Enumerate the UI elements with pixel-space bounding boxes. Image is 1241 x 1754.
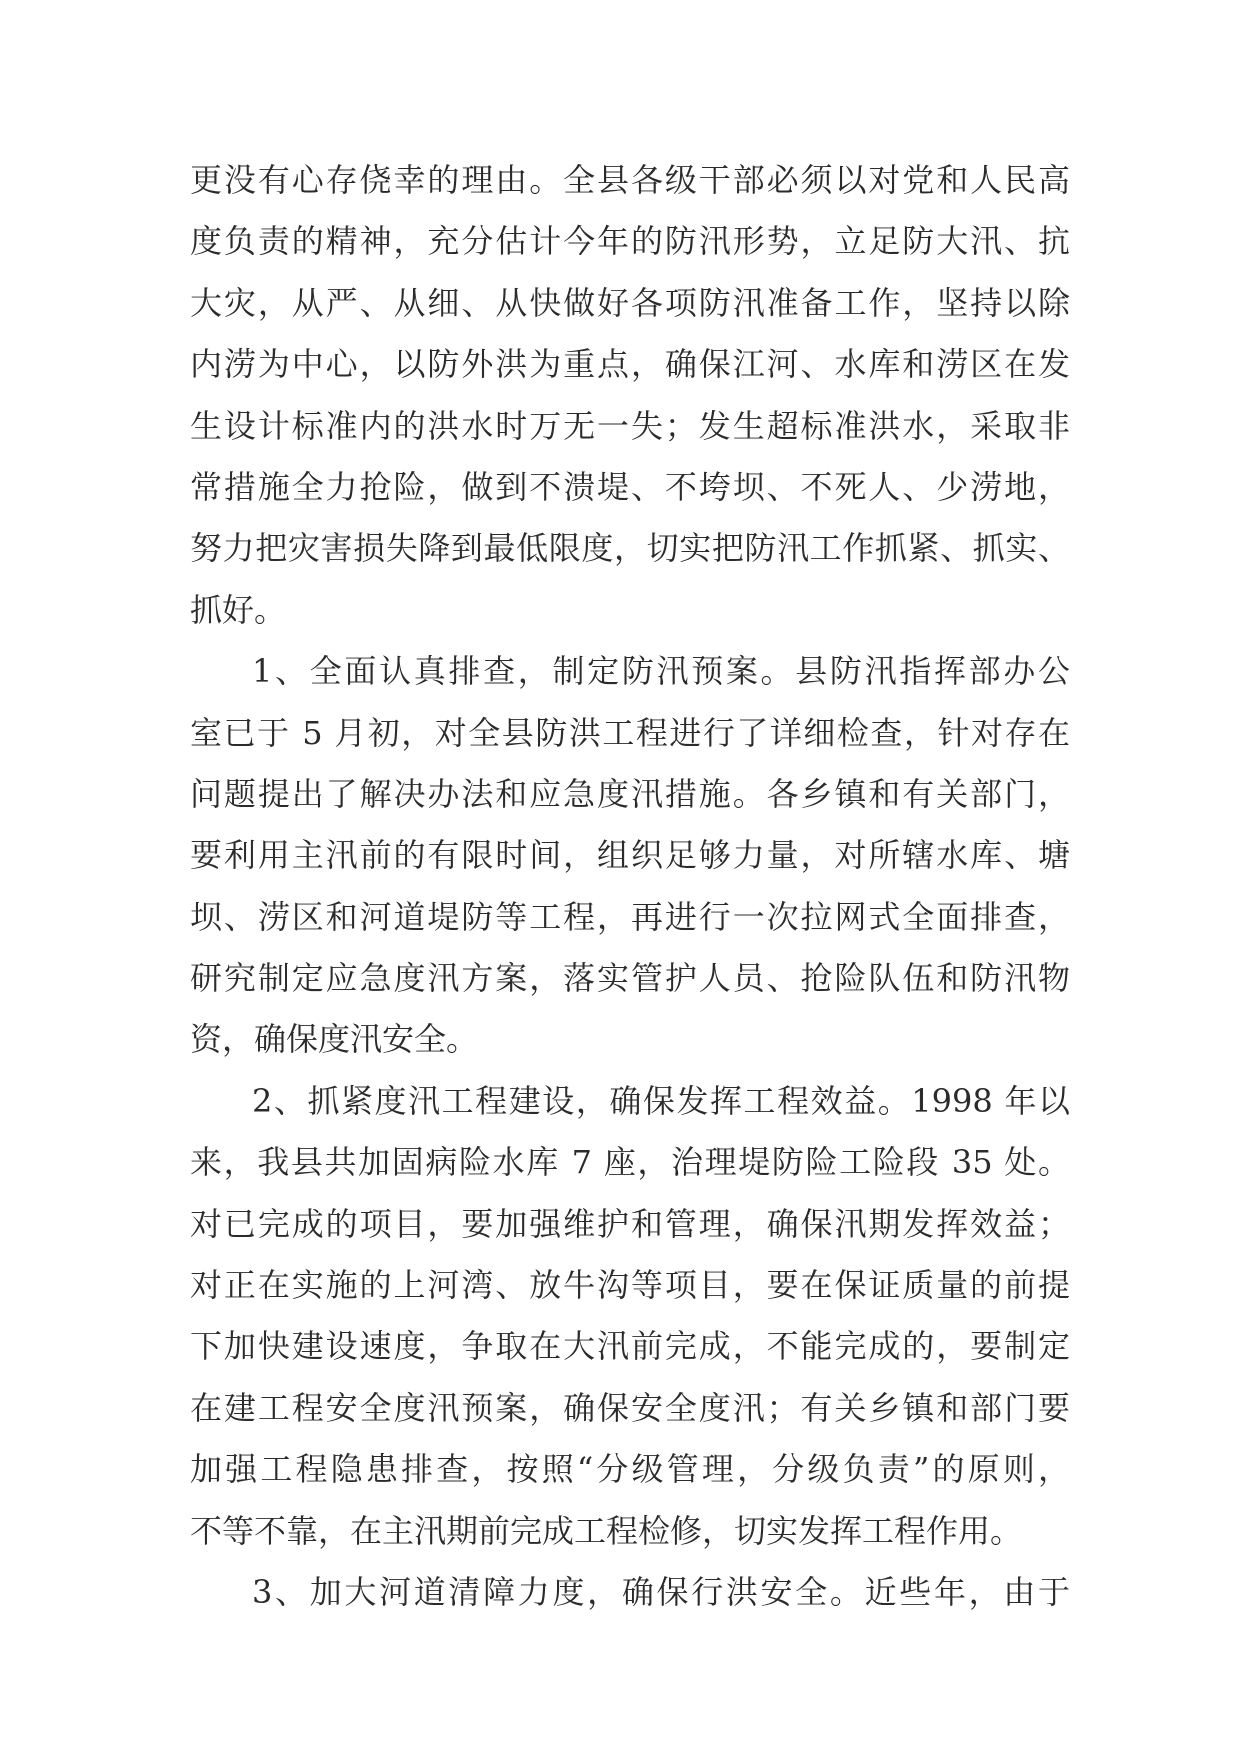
- text-line: 对已完成的项目，要加强维护和管理，确保汛期发挥效益；: [190, 1204, 1070, 1243]
- paragraph: [190, 1562, 1070, 1623]
- text-line: 对正在实施的上河湾、放牛沟等项目，要在保证质量的前提: [190, 1266, 1070, 1305]
- text-line: 更没有心存侥幸的理由。全县各级干部必须以对党和人民高: [190, 161, 1070, 199]
- text-line: 问题提出了解决办法和应急度汛措施。各乡镇和有关部门，: [190, 774, 1070, 813]
- text-line: 抓好。: [190, 590, 287, 629]
- text-line: 在建工程安全度汛预案，确保安全度汛；有关乡镇和部门要: [190, 1388, 1070, 1427]
- text-line: 生设计标准内的洪水时万无一失；发生超标准洪水，采取非: [190, 406, 1070, 445]
- text-line: 下加快建设速度，争取在大汛前完成，不能完成的，要制定: [190, 1327, 1070, 1366]
- text-line: 1、全面认真排查，制定防汛预案。县防汛指挥部办公: [252, 652, 1070, 691]
- text-line: 2、抓紧度汛工程建设，确保发挥工程效益。1998 年以: [252, 1081, 1070, 1120]
- document-body: [190, 150, 1070, 1623]
- text-line: 努力把灾害损失降到最低限度，切实把防汛工作抓紧、抓实、: [190, 529, 1070, 568]
- text-line: 研究制定应急度汛方案，落实管护人员、抢险队伍和防汛物: [190, 959, 1070, 998]
- text-line: 坝、涝区和河道堤防等工程，再进行一次拉网式全面排查，: [190, 897, 1070, 936]
- text-line: 不等不靠，在主汛期前完成工程检修，切实发挥工程作用。: [190, 1511, 1023, 1550]
- text-line: 资，确保度汛安全。: [190, 1020, 479, 1059]
- text-line: 常措施全力抢险，做到不溃堤、不垮坝、不死人、少涝地，: [190, 467, 1070, 506]
- text-line: 度负责的精神，充分估计今年的防汛形势，立足防大汛、抗: [190, 222, 1070, 261]
- paragraph: [190, 150, 1070, 641]
- text-line: 室已于 5 月初，对全县防洪工程进行了详细检查，针对存在: [190, 713, 1070, 752]
- text-line: 大灾，从严、从细、从快做好各项防汛准备工作，坚持以除: [190, 283, 1070, 322]
- text-line: 来，我县共加固病险水库 7 座，治理堤防险工险段 35 处。: [190, 1143, 1070, 1182]
- text-line: 内涝为中心，以防外洪为重点，确保江河、水库和涝区在发: [190, 345, 1070, 384]
- paragraph: [190, 641, 1070, 1071]
- text-line: 要利用主汛前的有限时间，组织足够力量，对所辖水库、塘: [190, 836, 1070, 875]
- text-line: 3、加大河道清障力度，确保行洪安全。近些年，由于: [252, 1572, 1070, 1611]
- paragraph: [190, 1071, 1070, 1562]
- text-line: 加强工程隐患排查，按照“分级管理，分级负责”的原则，: [190, 1450, 1070, 1489]
